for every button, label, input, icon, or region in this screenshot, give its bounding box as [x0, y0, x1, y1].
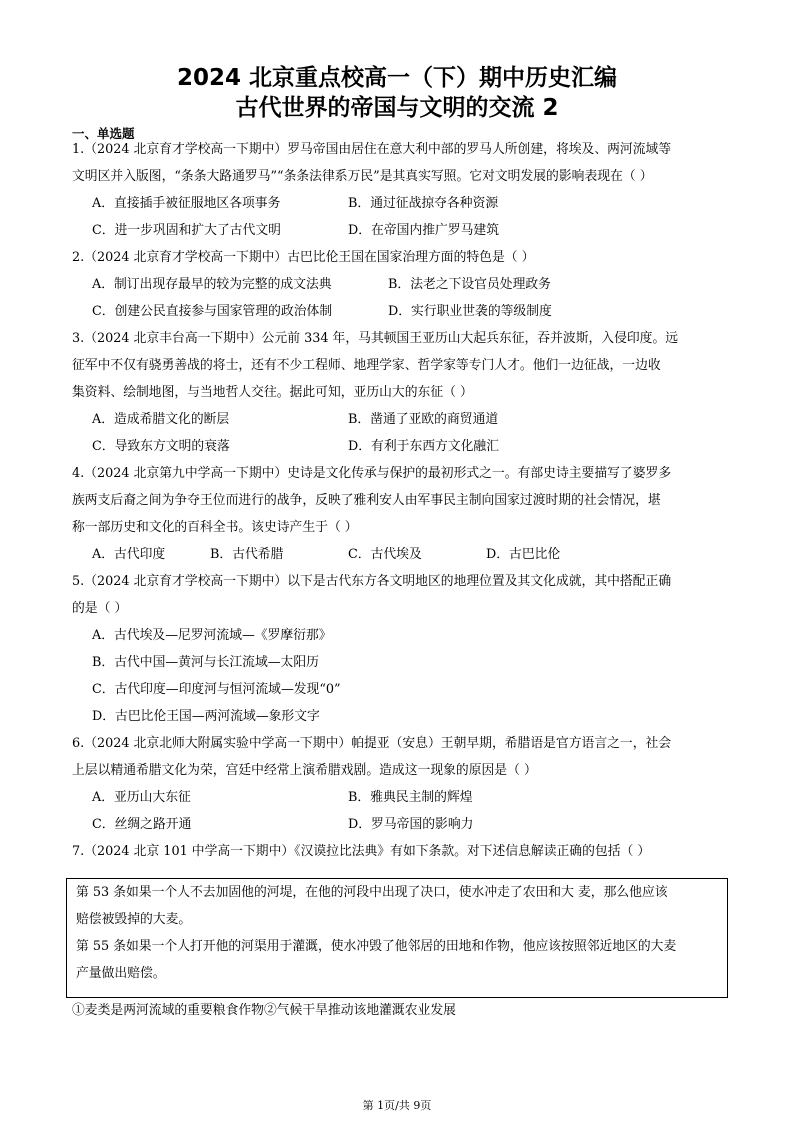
- q1-option-c: C．进一步巩固和扩大了古代文明: [92, 223, 281, 238]
- q7-quote-line4: 产量做出赔偿。: [76, 966, 166, 981]
- q2-option-d: D．实行职业世袭的等级制度: [388, 304, 552, 319]
- q3-option-a: A．造成希腊文化的断层: [92, 412, 230, 427]
- q4-option-c: C．古代埃及: [348, 547, 422, 562]
- q3-stem-line2: 征军中不仅有骁勇善战的将士，还有不少工程师、地理学家、哲学家等专门人才。他们一边征战，一边收: [72, 358, 661, 373]
- q1-option-d: D．在帝国内推广罗马建筑: [348, 223, 500, 238]
- q1-stem-line2: 文明区并入版图，“条条大路通罗马”“条条法律系万民”是其真实写照。它对文明发展的影响表现在（ ）: [72, 169, 653, 184]
- q6-option-d: D．罗马帝国的影响力: [348, 817, 474, 832]
- page-title-line2: 古代世界的帝国与文明的交流 2: [235, 95, 559, 121]
- q3-stem-line1: 3.（2024 北京丰台高一下期中）公元前 334 年，马其顿国王亚历山大起兵东征，吞并波斯，入侵印度。远: [72, 331, 679, 346]
- q5-option-d: D．古巴比伦王国—两河流域—象形文字: [92, 709, 320, 724]
- q6-stem-line1: 6.（2024 北京北师大附属实验中学高一下期中）帕提亚（安息）王朝早期，希腊语是官方语言之一，社会: [72, 736, 672, 751]
- page-title-line1: 2024 北京重点校高一（下）期中历史汇编: [176, 65, 618, 91]
- q2-stem-line1: 2.（2024 北京育才学校高一下期中）古巴比伦王国在国家治理方面的特色是（ ）: [72, 250, 535, 265]
- q6-stem-line2: 上层以精通希腊文化为荣，宫廷中经常上演希腊戏剧。造成这一现象的原因是（ ）: [72, 763, 537, 778]
- q7-quote-line2: 赔偿被毁掉的大麦。: [76, 912, 192, 927]
- q2-option-c: C．创建公民直接参与国家管理的政治体制: [92, 304, 333, 319]
- q7-quote-line3: 第 55 条如果一个人打开他的河渠用于灌溉，使水冲毁了他邻居的田地和作物，他应该按照邻近地区的大麦: [76, 939, 677, 954]
- q3-stem-line3: 集资料、绘制地图，与当地哲人交往。据此可知，亚历山大的东征（ ）: [72, 385, 473, 400]
- q1-stem-line1: 1.（2024 北京育才学校高一下期中）罗马帝国由居住在意大利中部的罗马人所创建，将埃及、两河流域等: [72, 142, 672, 157]
- q1-option-a: A．直接插手被征服地区各项事务: [92, 196, 281, 211]
- q4-option-d: D．古巴比伦: [486, 547, 561, 562]
- page-number: 第 1页/共 9页: [362, 1099, 432, 1112]
- q4-stem-line3: 称一部历史和文化的百科全书。该史诗产生于（ ）: [72, 520, 358, 535]
- q6-option-a: A．亚历山大东征: [92, 790, 191, 805]
- q6-option-b: B．雅典民主制的辉煌: [348, 790, 473, 805]
- q2-option-a: A．制订出现存最早的较为完整的成文法典: [92, 277, 332, 292]
- q3-option-d: D．有利于东西方文化融汇: [348, 439, 500, 454]
- q7-statements: ①麦类是两河流域的重要粮食作物②气候干旱推动该地灌溉农业发展: [72, 1003, 456, 1018]
- q5-option-b: B．古代中国—黄河与长江流域—太阳历: [92, 655, 319, 670]
- q5-option-a: A．古代埃及—尼罗河流域—《罗摩衍那》: [92, 628, 332, 643]
- q4-stem-line1: 4.（2024 北京第九中学高一下期中）史诗是文化传承与保护的最初形式之一。有部史诗主要描写了婆罗多: [72, 466, 672, 481]
- q5-stem-line1: 5.（2024 北京育才学校高一下期中）以下是古代东方各文明地区的地理位置及其文化成就，其中搭配正确: [72, 574, 672, 589]
- q7-quote-line1: 第 53 条如果一个人不去加固他的河堤，在他的河段中出现了决口，使水冲走了农田和大 麦，那么他应该: [76, 885, 668, 900]
- q3-option-b: B．凿通了亚欧的商贸通道: [348, 412, 499, 427]
- q1-option-b: B．通过征战掠夺各种资源: [348, 196, 499, 211]
- section-heading: 一、单选题: [72, 126, 135, 141]
- q5-option-c: C．古代印度—印度河与恒河流域—发现“0”: [92, 682, 341, 697]
- q4-stem-line2: 族两支后裔之间为争夺王位而进行的战争，反映了雅利安人由军事民主制向国家过渡时期的社会情况，堪: [72, 493, 661, 508]
- q3-option-c: C．导致东方文明的衰落: [92, 439, 230, 454]
- q5-stem-line2: 的是（ ）: [72, 601, 128, 616]
- q6-option-c: C．丝绸之路开通: [92, 817, 192, 832]
- q2-option-b: B．法老之下设官员处理政务: [388, 277, 551, 292]
- q7-stem-line1: 7.（2024 北京 101 中学高一下期中）《汉谟拉比法典》有如下条款。对下述信息解读正确的包括（ ）: [72, 844, 651, 859]
- q4-option-a: A．古代印度: [92, 547, 166, 562]
- q4-option-b: B．古代希腊: [210, 547, 284, 562]
